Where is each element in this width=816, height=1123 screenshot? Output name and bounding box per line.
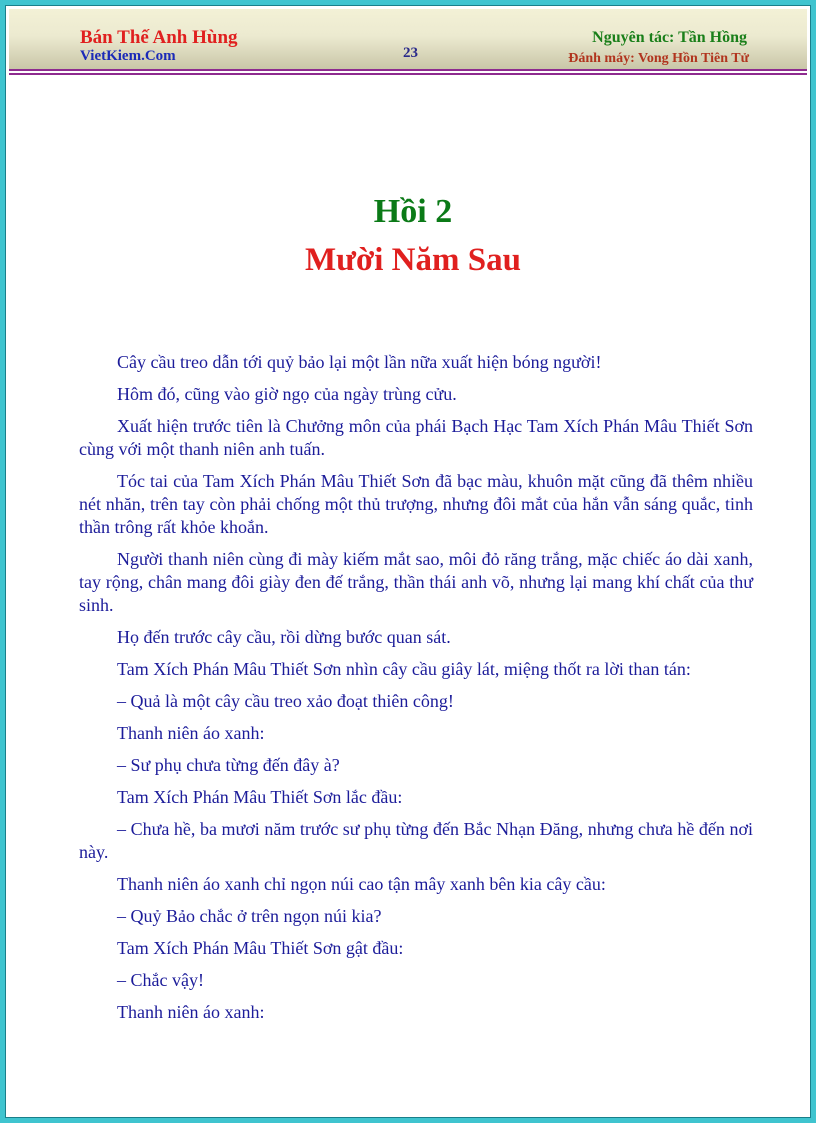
chapter-body [79, 351, 753, 1033]
paragraph: Xuất hiện trước tiên là Chưởng môn của phái Bạch Hạc Tam Xích Phán Mâu Thiết Sơn cùng với một thanh niên anh tuấn. [79, 416, 753, 459]
site-link[interactable]: VietKiem.Com [80, 48, 176, 64]
paragraph: – Chắc vậy! [117, 970, 204, 990]
header-divider [9, 73, 807, 75]
typist-credit: Đánh máy: Vong Hồn Tiên Tử [568, 51, 749, 66]
paragraph: Họ đến trước cây cầu, rồi dừng bước quan sát. [117, 627, 451, 647]
paragraph: Tam Xích Phán Mâu Thiết Sơn gật đầu: [117, 938, 404, 958]
paragraph: – Sư phụ chưa từng đến đây à? [117, 755, 340, 775]
paragraph: Thanh niên áo xanh: [117, 723, 265, 743]
paragraph: – Quả là một cây cầu treo xảo đoạt thiên công! [117, 691, 454, 711]
book-title: Bán Thế Anh Hùng [80, 27, 238, 48]
paragraph: Thanh niên áo xanh: [117, 1002, 265, 1022]
paragraph: Thanh niên áo xanh chỉ ngọn núi cao tận mây xanh bên kia cây cầu: [117, 874, 606, 894]
paragraph: Hôm đó, cũng vào giờ ngọ của ngày trùng cửu. [117, 384, 457, 404]
paragraph: Tóc tai của Tam Xích Phán Mâu Thiết Sơn đã bạc màu, khuôn mặt cũng đã thêm nhiều nét nhăn, trên tay còn phải chống một thủ trượng, nhưng đôi mắt của hắn vẫn sáng quắc, tinh thần trông rất khỏe khoắn. [79, 471, 753, 537]
page-number: 23 [403, 45, 418, 61]
paragraph: Cây cầu treo dẫn tới quỷ bảo lại một lần nữa xuất hiện bóng người! [117, 352, 602, 372]
paragraph: Người thanh niên cùng đi mày kiếm mắt sao, môi đỏ răng trắng, mặc chiếc áo dài xanh, tay rộng, chân mang đôi giày đen đế trắng, thần thái anh võ, nhưng lại mang khí chất của thư sinh. [79, 549, 753, 615]
author-credit: Nguyên tác: Tần Hồng [592, 29, 747, 46]
paragraph: – Chưa hề, ba mươi năm trước sư phụ từng đến Bắc Nhạn Đăng, nhưng chưa hề đến nơi này. [79, 819, 753, 862]
paragraph: Tam Xích Phán Mâu Thiết Sơn lắc đầu: [117, 787, 403, 807]
page-header [9, 9, 807, 71]
paragraph: – Quỷ Bảo chắc ở trên ngọn núi kia? [117, 906, 382, 926]
chapter-number: Hồi 2 [373, 193, 453, 230]
chapter-title: Mười Năm Sau [305, 242, 521, 278]
paragraph: Tam Xích Phán Mâu Thiết Sơn nhìn cây cầu giây lát, miệng thốt ra lời than tán: [117, 659, 691, 679]
